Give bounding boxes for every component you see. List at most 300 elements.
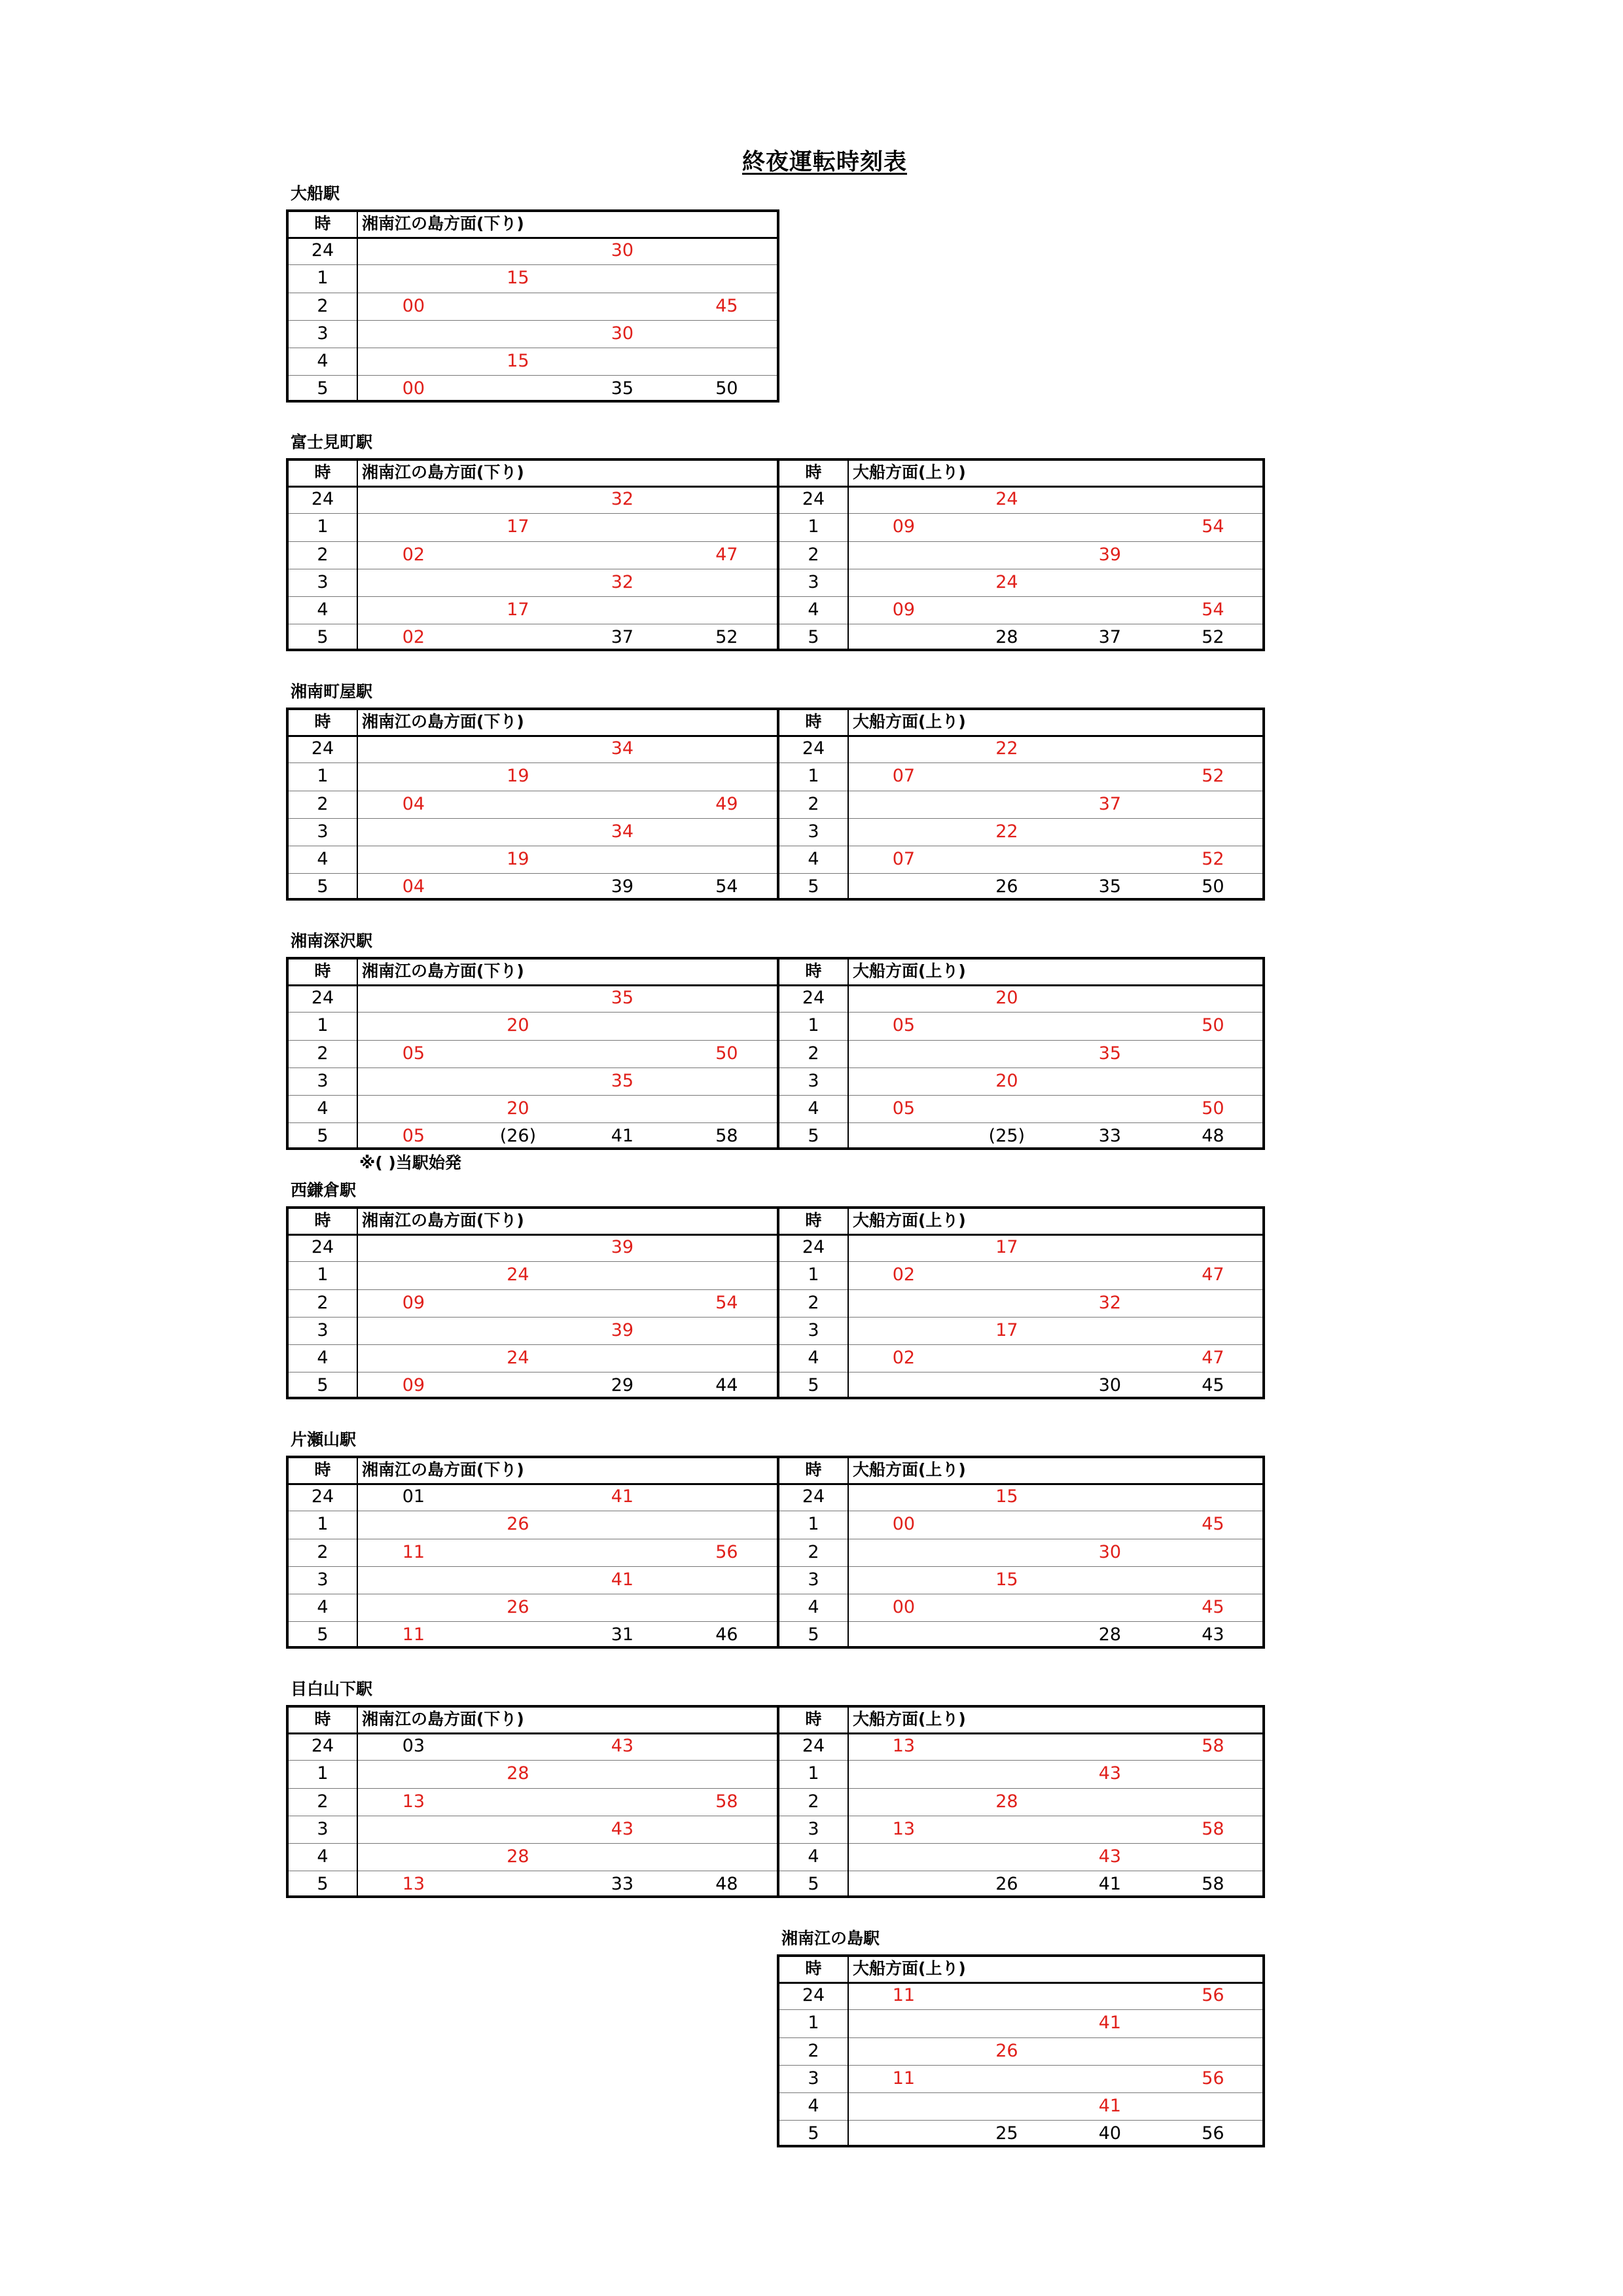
- hour-cell: 5: [808, 627, 819, 648]
- table-row: [779, 513, 1262, 541]
- departure-time: 37: [1098, 627, 1122, 648]
- table-row: [289, 1372, 777, 1399]
- up-direction-header: 大船方面(上り): [853, 712, 966, 731]
- table-row: [289, 1621, 777, 1649]
- hour-cell: 1: [317, 1265, 329, 1285]
- down-direction-header: 湘南江の島方面(下り): [362, 463, 524, 482]
- table-row: [779, 2065, 1262, 2092]
- hour-cell: 2: [317, 544, 329, 565]
- hour-cell: 3: [317, 1070, 329, 1091]
- station-name: 富士見町駅: [291, 433, 373, 452]
- hour-cell: 2: [808, 1791, 819, 1812]
- timetable-down: [286, 209, 779, 403]
- up-direction-header: 大船方面(上り): [853, 1460, 966, 1479]
- departure-time: 39: [611, 1319, 634, 1340]
- hour-cell: 3: [808, 821, 819, 842]
- hour-cell: 3: [808, 1070, 819, 1091]
- departure-time: 32: [611, 489, 634, 510]
- departure-time: 19: [507, 766, 529, 787]
- table-row: [289, 1760, 777, 1787]
- table-row: [779, 791, 1262, 818]
- hour-cell: 3: [317, 571, 329, 592]
- hour-cell: 3: [317, 1569, 329, 1590]
- departure-time: 04: [402, 793, 425, 814]
- hour-cell: 5: [317, 1375, 329, 1396]
- departure-time: 47: [1202, 1265, 1224, 1285]
- hour-header: 時: [805, 1710, 822, 1729]
- hour-cell: 24: [802, 1985, 825, 2006]
- timetable-up: [777, 957, 1265, 1150]
- departure-time: 41: [1098, 1874, 1122, 1895]
- departure-time: 20: [507, 1015, 529, 1036]
- hour-cell: 1: [808, 2013, 819, 2034]
- departure-time: 13: [892, 1818, 916, 1839]
- departure-time: 02: [892, 1348, 916, 1368]
- table-row: [779, 569, 1262, 596]
- table-row: [289, 237, 777, 264]
- station-name: 湘南深沢駅: [291, 931, 373, 950]
- departure-time: 32: [1098, 1292, 1122, 1313]
- hour-cell: 24: [311, 489, 334, 510]
- hour-cell: 4: [317, 351, 329, 371]
- departure-time: 43: [1098, 1846, 1122, 1867]
- hour-header: 時: [805, 712, 822, 731]
- hour-cell: 1: [317, 516, 329, 537]
- hour-header: 時: [314, 214, 331, 233]
- departure-time: 50: [715, 378, 738, 399]
- hour-cell: 24: [802, 1486, 825, 1507]
- departure-time: 15: [995, 1486, 1018, 1507]
- departure-time: (26): [499, 1126, 537, 1147]
- hour-cell: 5: [808, 1874, 819, 1895]
- departure-time: 58: [715, 1126, 738, 1147]
- table-row: [289, 1095, 777, 1122]
- hour-cell: 1: [808, 1514, 819, 1535]
- departure-time: 52: [715, 627, 738, 648]
- departure-time: 35: [611, 1070, 634, 1091]
- hour-cell: 5: [808, 876, 819, 897]
- departure-time: 07: [892, 849, 916, 869]
- timetable-up: [777, 708, 1265, 901]
- station-name: 西鎌倉駅: [291, 1181, 357, 1200]
- hour-cell: 5: [808, 1375, 819, 1396]
- departure-time: 58: [715, 1791, 738, 1812]
- departure-time: 35: [1098, 876, 1122, 897]
- hour-cell: 2: [317, 295, 329, 316]
- timetable-down: [286, 1705, 779, 1898]
- departure-time: 11: [892, 2068, 916, 2089]
- hour-cell: 4: [317, 1098, 329, 1119]
- hour-cell: 2: [808, 1043, 819, 1064]
- table-row: [289, 1289, 777, 1317]
- departure-time: 24: [507, 1348, 529, 1368]
- timetable-up: [777, 458, 1265, 651]
- departure-time: 34: [611, 738, 634, 759]
- table-row: [289, 735, 777, 762]
- table-row: [779, 2120, 1262, 2147]
- departure-time: 43: [1098, 1763, 1122, 1784]
- departure-time: 30: [1098, 1375, 1122, 1396]
- table-row: [779, 2009, 1262, 2037]
- hour-cell: 2: [317, 1043, 329, 1064]
- departure-time: 02: [402, 627, 425, 648]
- departure-time: 13: [402, 1874, 425, 1895]
- hour-cell: 24: [802, 1237, 825, 1258]
- departure-time: 04: [402, 876, 425, 897]
- table-row: [779, 1067, 1262, 1095]
- hour-cell: 2: [317, 1541, 329, 1562]
- table-row: [289, 513, 777, 541]
- departure-time: 52: [1202, 627, 1224, 648]
- departure-time: 28: [507, 1763, 529, 1784]
- hour-cell: 2: [808, 793, 819, 814]
- table-row: [779, 735, 1262, 762]
- departure-time: 47: [715, 544, 738, 565]
- down-direction-header: 湘南江の島方面(下り): [362, 214, 524, 233]
- hour-cell: 4: [808, 1597, 819, 1617]
- station-name: 湘南町屋駅: [291, 682, 373, 701]
- departure-time: 41: [611, 1569, 634, 1590]
- table-row: [289, 1012, 777, 1039]
- hour-cell: 3: [808, 1319, 819, 1340]
- table-row: [289, 1816, 777, 1843]
- up-direction-header: 大船方面(上り): [853, 1710, 966, 1729]
- departure-time: 20: [995, 988, 1018, 1009]
- departure-time: 33: [1098, 1126, 1122, 1147]
- table-row: [289, 320, 777, 348]
- table-row: [289, 1261, 777, 1289]
- table-row: [779, 1539, 1262, 1566]
- departure-time: 30: [611, 323, 634, 344]
- departure-time: 58: [1202, 1818, 1224, 1839]
- table-row: [289, 1843, 777, 1871]
- hour-cell: 3: [808, 1569, 819, 1590]
- departure-time: 33: [611, 1874, 634, 1895]
- hour-cell: 24: [311, 738, 334, 759]
- hour-cell: 1: [808, 1265, 819, 1285]
- departure-time: 03: [402, 1736, 425, 1757]
- hour-cell: 24: [802, 988, 825, 1009]
- hour-cell: 1: [317, 1015, 329, 1036]
- hour-cell: 1: [317, 1514, 329, 1535]
- hour-cell: 5: [808, 1126, 819, 1147]
- timetable-down: [286, 1206, 779, 1399]
- down-direction-header: 湘南江の島方面(下り): [362, 1710, 524, 1729]
- table-row: [289, 1344, 777, 1372]
- hour-header: 時: [314, 1710, 331, 1729]
- hour-cell: 4: [808, 1098, 819, 1119]
- departure-time: 05: [402, 1043, 425, 1064]
- departure-time: 30: [1098, 1541, 1122, 1562]
- departure-time: 09: [892, 516, 916, 537]
- departure-time: 13: [892, 1736, 916, 1757]
- table-row: [779, 1511, 1262, 1538]
- departure-time: 11: [892, 1985, 916, 2006]
- departure-time: 05: [892, 1098, 916, 1119]
- hour-cell: 4: [317, 849, 329, 869]
- departure-time: 29: [611, 1375, 634, 1396]
- table-row: [779, 2037, 1262, 2065]
- station-name: 片瀬山駅: [291, 1430, 357, 1449]
- table-row: [779, 596, 1262, 624]
- departure-time: 24: [995, 571, 1018, 592]
- up-direction-header: 大船方面(上り): [853, 463, 966, 482]
- departure-time: 17: [507, 600, 529, 620]
- origin-station-note: ※( )当駅始発: [359, 1153, 461, 1173]
- table-row: [289, 791, 777, 818]
- departure-time: 35: [1098, 1043, 1122, 1064]
- table-row: [289, 762, 777, 790]
- table-row: [289, 293, 777, 320]
- table-row: [779, 1261, 1262, 1289]
- departure-time: 22: [995, 821, 1018, 842]
- departure-time: 05: [402, 1126, 425, 1147]
- departure-time: 22: [995, 738, 1018, 759]
- hour-cell: 4: [808, 1846, 819, 1867]
- table-row: [779, 1788, 1262, 1816]
- departure-time: 41: [1098, 2096, 1122, 2116]
- table-row: [289, 569, 777, 596]
- departure-time: 26: [995, 2040, 1018, 2061]
- hour-cell: 1: [317, 268, 329, 289]
- hour-cell: 24: [311, 1486, 334, 1507]
- departure-time: 50: [1202, 1098, 1224, 1119]
- departure-time: 07: [892, 766, 916, 787]
- departure-time: 20: [995, 1070, 1018, 1091]
- departure-time: 15: [507, 268, 529, 289]
- hour-cell: 2: [808, 544, 819, 565]
- table-row: [779, 818, 1262, 846]
- table-row: [289, 1594, 777, 1621]
- departure-time: 31: [611, 1624, 634, 1645]
- departure-time: 13: [402, 1791, 425, 1812]
- departure-time: 25: [995, 2123, 1018, 2144]
- hour-cell: 3: [317, 1818, 329, 1839]
- departure-time: 54: [715, 876, 738, 897]
- hour-cell: 24: [802, 1736, 825, 1757]
- departure-time: 50: [715, 1043, 738, 1064]
- departure-time: 46: [715, 1624, 738, 1645]
- departure-time: 56: [1202, 2068, 1224, 2089]
- table-row: [779, 541, 1262, 569]
- departure-time: 49: [715, 793, 738, 814]
- departure-time: 54: [1202, 516, 1224, 537]
- table-row: [289, 375, 777, 403]
- table-row: [289, 1483, 777, 1511]
- departure-time: 47: [1202, 1348, 1224, 1368]
- up-direction-header: 大船方面(上り): [853, 1211, 966, 1230]
- departure-time: 00: [402, 378, 425, 399]
- hour-header: 時: [805, 1211, 822, 1230]
- hour-cell: 1: [808, 766, 819, 787]
- hour-cell: 24: [311, 1736, 334, 1757]
- table-row: [289, 1871, 777, 1898]
- departure-time: 15: [995, 1569, 1018, 1590]
- departure-time: 09: [402, 1375, 425, 1396]
- hour-cell: 4: [317, 1348, 329, 1368]
- departure-time: 05: [892, 1015, 916, 1036]
- departure-time: 28: [507, 1846, 529, 1867]
- departure-time: 43: [1202, 1624, 1224, 1645]
- table-row: [289, 624, 777, 651]
- table-row: [779, 1843, 1262, 1871]
- hour-cell: 24: [802, 489, 825, 510]
- hour-cell: 5: [317, 627, 329, 648]
- departure-time: 01: [402, 1486, 425, 1507]
- departure-time: 28: [1098, 1624, 1122, 1645]
- hour-header: 時: [805, 1959, 822, 1978]
- departure-time: 26: [507, 1514, 529, 1535]
- table-row: [779, 1871, 1262, 1898]
- departure-time: 15: [507, 351, 529, 371]
- down-direction-header: 湘南江の島方面(下り): [362, 961, 524, 980]
- timetable-down: [286, 708, 779, 901]
- table-row: [289, 1040, 777, 1067]
- hour-cell: 24: [311, 240, 334, 261]
- table-row: [779, 762, 1262, 790]
- departure-time: 24: [507, 1265, 529, 1285]
- up-direction-header: 大船方面(上り): [853, 1959, 966, 1978]
- table-row: [779, 1095, 1262, 1122]
- table-row: [779, 846, 1262, 873]
- hour-header: 時: [314, 463, 331, 482]
- timetable-up: [777, 1456, 1265, 1649]
- station-name: 大船駅: [291, 184, 340, 203]
- hour-header: 時: [314, 1211, 331, 1230]
- hour-header: 時: [314, 961, 331, 980]
- table-row: [779, 1122, 1262, 1150]
- hour-header: 時: [314, 712, 331, 731]
- departure-time: 52: [1202, 766, 1224, 787]
- departure-time: 39: [611, 876, 634, 897]
- hour-cell: 5: [808, 2123, 819, 2144]
- departure-time: 26: [507, 1597, 529, 1617]
- table-row: [779, 1816, 1262, 1843]
- table-row: [289, 348, 777, 375]
- departure-time: 00: [892, 1597, 916, 1617]
- departure-time: 58: [1202, 1874, 1224, 1895]
- hour-cell: 2: [317, 1791, 329, 1812]
- station-name: 目白山下駅: [291, 1679, 373, 1698]
- hour-header: 時: [805, 1460, 822, 1479]
- table-row: [289, 984, 777, 1012]
- hour-cell: 4: [808, 2096, 819, 2116]
- table-row: [779, 486, 1262, 513]
- table-row: [779, 2092, 1262, 2120]
- hour-cell: 4: [808, 1348, 819, 1368]
- table-row: [779, 1040, 1262, 1067]
- hour-cell: 5: [317, 876, 329, 897]
- hour-cell: 1: [808, 1015, 819, 1036]
- hour-cell: 2: [317, 793, 329, 814]
- hour-cell: 2: [808, 1541, 819, 1562]
- table-row: [779, 624, 1262, 651]
- hour-cell: 5: [317, 378, 329, 399]
- hour-cell: 3: [317, 1319, 329, 1340]
- table-row: [779, 1483, 1262, 1511]
- table-row: [779, 1566, 1262, 1594]
- station-name: 湘南江の島駅: [781, 1929, 880, 1948]
- departure-time: 17: [995, 1237, 1018, 1258]
- departure-time: 28: [995, 1791, 1018, 1812]
- hour-cell: 2: [808, 1292, 819, 1313]
- down-direction-header: 湘南江の島方面(下り): [362, 1460, 524, 1479]
- table-row: [289, 818, 777, 846]
- down-direction-header: 湘南江の島方面(下り): [362, 712, 524, 731]
- departure-time: 17: [995, 1319, 1018, 1340]
- departure-time: 41: [1098, 2013, 1122, 2034]
- timetable-up: [777, 1954, 1265, 2147]
- departure-time: 41: [611, 1126, 634, 1147]
- table-row: [779, 1372, 1262, 1399]
- departure-time: 39: [611, 1237, 634, 1258]
- departure-time: 00: [402, 295, 425, 316]
- departure-time: 50: [1202, 876, 1224, 897]
- table-row: [779, 1732, 1262, 1760]
- hour-cell: 4: [317, 1846, 329, 1867]
- table-row: [289, 541, 777, 569]
- table-row: [289, 1122, 777, 1150]
- timetable-down: [286, 957, 779, 1150]
- table-row: [289, 1539, 777, 1566]
- down-direction-header: 湘南江の島方面(下り): [362, 1211, 524, 1230]
- departure-time: 02: [402, 544, 425, 565]
- departure-time: (25): [988, 1126, 1026, 1147]
- hour-cell: 24: [311, 988, 334, 1009]
- departure-time: 37: [611, 627, 634, 648]
- departure-time: 34: [611, 821, 634, 842]
- table-row: [779, 1982, 1262, 2009]
- table-row: [289, 1317, 777, 1344]
- departure-time: 11: [402, 1624, 425, 1645]
- table-row: [779, 1621, 1262, 1649]
- departure-time: 17: [507, 516, 529, 537]
- table-row: [779, 1234, 1262, 1261]
- timetable-down: [286, 1456, 779, 1649]
- table-row: [779, 1012, 1262, 1039]
- hour-header: 時: [314, 1460, 331, 1479]
- departure-time: 45: [715, 295, 738, 316]
- departure-time: 56: [1202, 2123, 1224, 2144]
- timetable-up: [777, 1705, 1265, 1898]
- table-row: [289, 486, 777, 513]
- hour-cell: 3: [317, 821, 329, 842]
- table-row: [779, 873, 1262, 901]
- departure-time: 58: [1202, 1736, 1224, 1757]
- departure-time: 56: [1202, 1985, 1224, 2006]
- departure-time: 35: [611, 988, 634, 1009]
- hour-cell: 1: [317, 1763, 329, 1784]
- table-row: [289, 873, 777, 901]
- departure-time: 26: [995, 1874, 1018, 1895]
- hour-cell: 5: [317, 1126, 329, 1147]
- hour-cell: 1: [808, 1763, 819, 1784]
- table-row: [289, 264, 777, 292]
- departure-time: 37: [1098, 793, 1122, 814]
- departure-time: 02: [892, 1265, 916, 1285]
- departure-time: 48: [1202, 1126, 1224, 1147]
- hour-cell: 2: [317, 1292, 329, 1313]
- departure-time: 41: [611, 1486, 634, 1507]
- departure-time: 40: [1098, 2123, 1122, 2144]
- departure-time: 54: [1202, 600, 1224, 620]
- departure-time: 32: [611, 571, 634, 592]
- table-row: [779, 1344, 1262, 1372]
- hour-cell: 3: [808, 571, 819, 592]
- departure-time: 45: [1202, 1597, 1224, 1617]
- table-row: [289, 596, 777, 624]
- hour-cell: 1: [808, 516, 819, 537]
